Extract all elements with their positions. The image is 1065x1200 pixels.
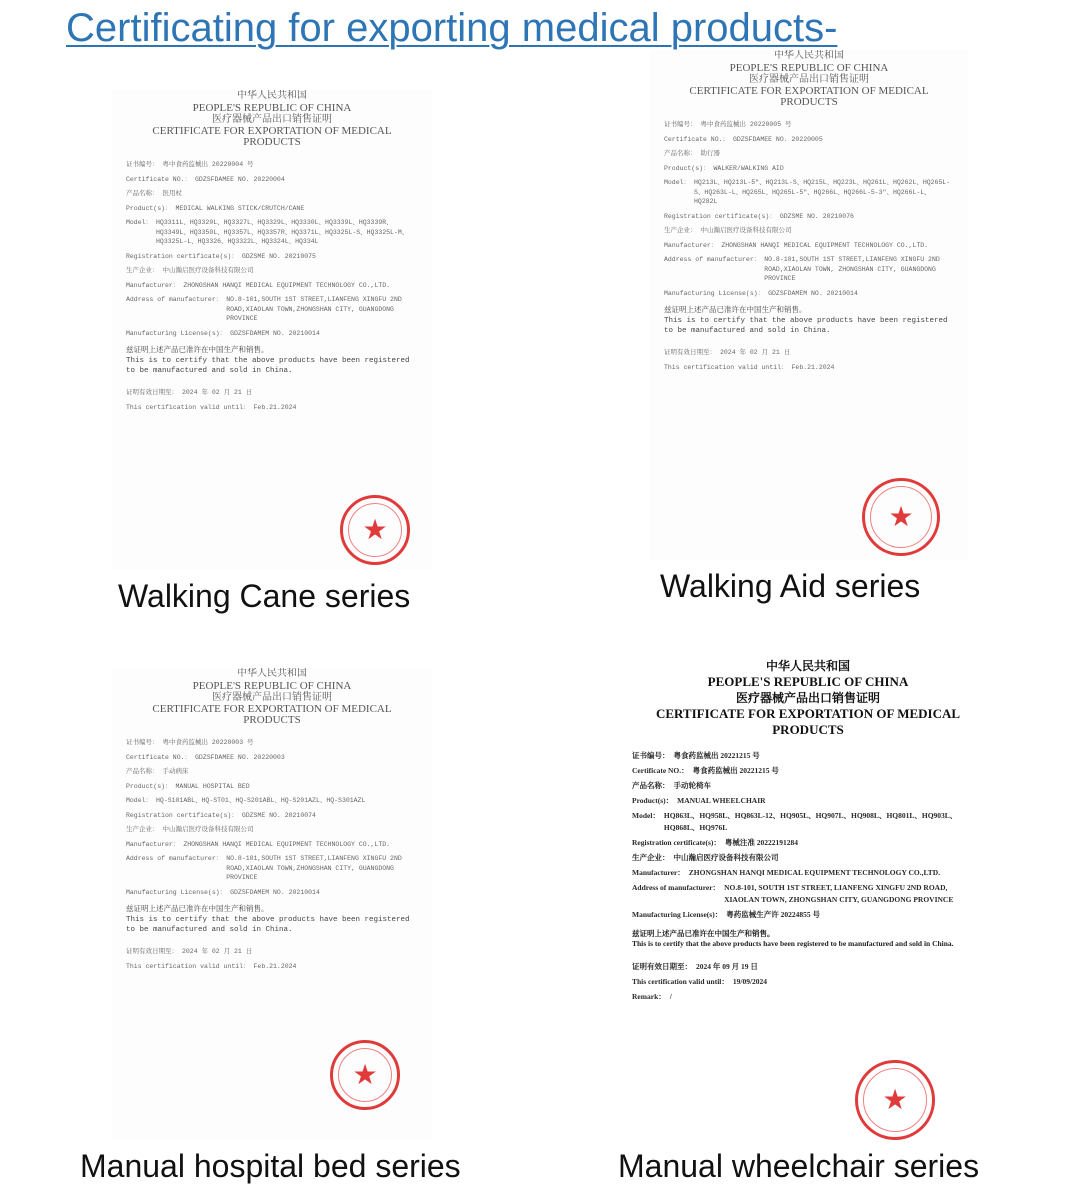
field-value: GDZSFDAMEM NO. 20210014 xyxy=(768,289,858,297)
field-value: ZHONGSHAN HANQI MEDICAL EQUIPMENT TECHNOLOGY CO.,LTD. xyxy=(183,840,391,848)
field-value: NO.8-101,SOUTH 1ST STREET,LIANFENG XINGFU 2ND ROAD,XIAOLAN TOWN,ZHONGSHAN CITY, GUANGDONG PROVINCE xyxy=(226,296,402,322)
official-seal-icon xyxy=(862,478,940,556)
field-label: 证明有效日期至： xyxy=(126,948,178,955)
field-label: Address of manufacturer： xyxy=(664,256,761,263)
seal-ring xyxy=(348,503,402,557)
field-label: 证明有效日期至： xyxy=(126,389,178,396)
field-value: 中山瀚启医疗设备科技有限公司 xyxy=(673,853,779,862)
seal-star-icon: ★ xyxy=(882,1084,908,1115)
field-value: NO.8-101, SOUTH 1ST STREET, LIANFENG XINGFU 2ND ROAD, XIAOLAN TOWN, ZHONGSHAN CITY, GUANGDONG PROVINCE xyxy=(724,883,954,904)
field-value: 医用杖 xyxy=(162,190,182,197)
field-value: NO.8-101,SOUTH 1ST STREET,LIANFENG XINGFU 2ND ROAD,XIAOLAN TOWN,ZHONGSHAN CITY, GUANGDONG PROVINCE xyxy=(226,855,402,881)
certificate-field xyxy=(632,961,984,973)
header-line: PEOPLE'S REPUBLIC OF CHINA xyxy=(192,680,352,692)
certificate-field xyxy=(632,909,984,921)
certificate-field xyxy=(664,212,954,222)
field-label: Certificate NO.： xyxy=(126,175,192,183)
certificate-field xyxy=(126,175,418,185)
field-value: GDZSME NO. 20210075 xyxy=(241,252,316,260)
certificate-body xyxy=(618,750,998,1003)
header-line: 医疗器械产品出口销售证明 xyxy=(212,692,332,703)
certificate-field xyxy=(126,767,418,777)
field-label: 产品名称： xyxy=(632,781,670,790)
certificate-field xyxy=(126,160,418,170)
field-label: Manufacturing License(s)： xyxy=(632,910,723,919)
field-value: 粤药监械生产许 20224855 号 xyxy=(726,910,820,919)
field-value: WALKER/WALKING AID xyxy=(713,164,784,172)
field-value: Feb.21.2024 xyxy=(253,962,297,970)
field-label: Manufacturer： xyxy=(126,281,180,289)
certificate-field xyxy=(632,765,984,777)
certificate-caption: Walking Cane series xyxy=(118,578,411,614)
field-label: Model： xyxy=(664,179,691,186)
certificate-caption: Walking Aid series xyxy=(660,568,921,604)
field-label: 生产企业： xyxy=(126,826,159,833)
certificate-body xyxy=(112,738,432,971)
certification-statement xyxy=(632,929,984,949)
header-line: PRODUCTS xyxy=(780,96,838,108)
field-value: / xyxy=(669,992,672,1001)
certificate-field xyxy=(632,867,984,879)
field-value: MANUAL HOSPITAL BED xyxy=(175,782,250,790)
certificate-field xyxy=(126,840,418,850)
certificate-field xyxy=(632,750,984,762)
certificate-body xyxy=(112,160,432,412)
header-line: PEOPLE'S REPUBLIC OF CHINA xyxy=(192,102,352,114)
seal-ring xyxy=(338,1048,392,1102)
statement-en: This is to certify that the above products have been registered to be manufactured and sold in China. xyxy=(126,916,410,934)
official-seal-icon xyxy=(340,495,410,565)
certification-statement xyxy=(126,346,418,376)
certificate-field xyxy=(664,348,954,358)
field-label: 生产企业： xyxy=(126,267,159,274)
statement-en: This is to certify that the above products have been registered to be manufactured and sold in China. xyxy=(664,317,948,335)
header-line: CERTIFICATE FOR EXPORTATION OF MEDICAL xyxy=(152,125,392,137)
statement-en: This is to certify that the above products have been registered to be manufactured and sold in China. xyxy=(632,939,954,948)
field-label: Address of manufacturer： xyxy=(126,296,223,303)
certificate-field xyxy=(126,204,418,214)
certificate-field xyxy=(632,795,984,807)
certificate-caption: Manual hospital bed series xyxy=(80,1148,461,1184)
field-label: 生产企业： xyxy=(632,853,670,862)
official-seal-icon xyxy=(855,1060,935,1140)
certificate-field xyxy=(632,780,984,792)
field-label: Address of manufacturer： xyxy=(632,883,721,892)
certificate-field xyxy=(664,289,954,299)
header-line: PEOPLE'S REPUBLIC OF CHINA xyxy=(707,674,909,689)
certificate-header xyxy=(650,50,968,108)
certificate-field xyxy=(126,825,418,835)
field-label: This certification valid until： xyxy=(126,403,250,411)
field-value: HQ-S101ABL、HQ-ST01、HQ-S201ABL、HQ-S201AZL、HQ-S301AZL xyxy=(156,797,366,804)
certificate-field xyxy=(632,837,984,849)
seal-star-icon: ★ xyxy=(352,1059,378,1090)
field-label: Registration certificate(s)： xyxy=(126,811,238,819)
field-label: Certificate NO.： xyxy=(632,766,689,775)
field-label: Model： xyxy=(126,219,153,226)
certificate-field xyxy=(126,388,418,398)
field-label: Certificate NO.： xyxy=(664,135,730,143)
field-value: 2024 年 09 月 19 日 xyxy=(696,962,758,971)
header-line: PRODUCTS xyxy=(243,714,301,726)
certificate-field xyxy=(664,120,954,130)
header-line: PEOPLE'S REPUBLIC OF CHINA xyxy=(729,62,889,74)
field-label: 证书编号： xyxy=(126,161,159,168)
certificate-field xyxy=(664,178,954,207)
seal-star-icon: ★ xyxy=(888,501,914,532)
field-label: Registration certificate(s)： xyxy=(632,838,721,847)
field-label: Registration certificate(s)： xyxy=(126,252,238,260)
certificate-header xyxy=(112,90,432,148)
certificate-field xyxy=(126,782,418,792)
header-line: 中华人民共和国 xyxy=(237,668,307,679)
header-line: PRODUCTS xyxy=(772,722,844,737)
field-value: HQ213L、HQ213L-5"、HQ213L-S、HQ215L、HQ223L、HQ261L、HQ262L、HQ265L-S、HQ263L-L、HQ265L、HQ265L-5"、HQ266L、HQ266L-5-3"、HQ266L-L、HQ282L xyxy=(694,179,951,205)
field-value: GDZSFDAMEE NO. 20220003 xyxy=(195,753,285,761)
certificate-field xyxy=(632,810,984,834)
certificate-field xyxy=(126,811,418,821)
field-value: HQ3311L、HQ3320L、HQ3327L、HQ3329L、HQ3330L、HQ3339L、HQ3339R、HQ3349L、HQ3350L、HQ3357L、HQ3357R、HQ3371L、HQ3325L-S、HQ3325L-M、HQ3325L-L、HQ3326、HQ3322L、HQ3324L、HQ334L xyxy=(156,219,409,245)
certificate-field xyxy=(126,189,418,199)
certification-statement xyxy=(664,306,954,336)
certificate-field xyxy=(664,135,954,145)
field-value: 中山瀚启医疗设备科技有限公司 xyxy=(162,267,254,274)
certificate-field xyxy=(632,852,984,864)
certificate-header xyxy=(112,668,432,726)
field-label: 证明有效日期至： xyxy=(664,349,716,356)
certificate-field xyxy=(126,947,418,957)
field-value: 2024 年 02 月 21 日 xyxy=(182,389,253,396)
field-label: Manufacturer： xyxy=(632,868,685,877)
field-value: 粤中食药监械出 20220004 号 xyxy=(162,161,254,168)
field-value: HQ863L、HQ958L、HQ863L-12、HQ905L、HQ907L、HQ908L、HQ801L、HQ903L、HQ868L、HQ976L xyxy=(663,811,958,832)
seal-star-icon: ★ xyxy=(362,514,388,545)
field-label: 产品名称： xyxy=(126,768,159,775)
certificate-field xyxy=(126,295,418,324)
field-value: NO.8-101,SOUTH 1ST STREET,LIANFENG XINGFU 2ND ROAD,XIAOLAN TOWN, ZHONGSHAN CITY, GUANGDONG PROVINCE xyxy=(764,256,940,282)
field-value: GDZSFDAMEE NO. 20220005 xyxy=(733,135,823,143)
field-label: Manufacturing License(s)： xyxy=(126,329,227,337)
field-label: 产品名称： xyxy=(664,150,697,157)
certificate-field xyxy=(126,888,418,898)
header-line: 中华人民共和国 xyxy=(765,659,850,673)
field-value: Feb.21.2024 xyxy=(253,403,297,411)
field-label: 生产企业： xyxy=(664,227,697,234)
certificate-field xyxy=(126,738,418,748)
certificate-field xyxy=(664,255,954,284)
certification-statement xyxy=(126,905,418,935)
field-label: This certification valid until： xyxy=(664,363,788,371)
official-seal-icon xyxy=(330,1040,400,1110)
seal-ring xyxy=(870,486,932,548)
header-line: CERTIFICATE FOR EXPORTATION OF MEDICAL xyxy=(689,85,929,97)
header-line: 中华人民共和国 xyxy=(774,50,844,61)
field-value: 粤中食药监械出 20220005 号 xyxy=(700,121,792,128)
certificate-field xyxy=(632,976,984,988)
field-label: 证明有效日期至： xyxy=(632,962,692,971)
header-line: 医疗器械产品出口销售证明 xyxy=(749,74,869,85)
field-label: Manufacturing License(s)： xyxy=(126,888,227,896)
statement-zh: 兹证明上述产品已准许在中国生产和销售。 xyxy=(664,307,807,315)
field-label: 证书编号： xyxy=(632,751,670,760)
certificate-field xyxy=(664,363,954,373)
field-label: Product(s)： xyxy=(126,782,172,790)
field-value: 中山瀚启医疗设备科技有限公司 xyxy=(700,227,792,234)
field-value: GDZSME NO. 20210076 xyxy=(779,212,854,220)
statement-zh: 兹证明上述产品已准许在中国生产和销售。 xyxy=(632,929,775,938)
header-line: 医疗器械产品出口销售证明 xyxy=(212,114,332,125)
field-label: This certification valid until： xyxy=(126,962,250,970)
statement-zh: 兹证明上述产品已准许在中国生产和销售。 xyxy=(126,906,269,914)
certificate-field xyxy=(664,226,954,236)
certificate-field xyxy=(126,252,418,262)
field-value: ZHONGSHAN HANQI MEDICAL EQUIPMENT TECHNOLOGY CO.,LTD. xyxy=(721,241,929,249)
field-label: Remark： xyxy=(632,992,666,1001)
statement-en: This is to certify that the above products have been registered to be manufactured and sold in China. xyxy=(126,357,410,375)
field-value: 2024 年 02 月 21 日 xyxy=(182,948,253,955)
field-value: MANUAL WHEELCHAIR xyxy=(677,796,766,805)
certificate-field xyxy=(632,991,984,1003)
header-line: PRODUCTS xyxy=(243,136,301,148)
field-label: 证书编号： xyxy=(664,121,697,128)
header-line: CERTIFICATE FOR EXPORTATION OF MEDICAL xyxy=(152,703,392,715)
field-value: 粤械注准 20222191284 xyxy=(724,838,799,847)
certificate-field xyxy=(126,218,418,247)
certificate-field xyxy=(126,281,418,291)
field-label: 产品名称： xyxy=(126,190,159,197)
field-value: 助行器 xyxy=(700,150,720,157)
field-label: Certificate NO.： xyxy=(126,753,192,761)
certificate-field xyxy=(664,149,954,159)
field-value: GDZSFDAMEM NO. 20210014 xyxy=(230,329,320,337)
field-label: Manufacturing License(s)： xyxy=(664,289,765,297)
field-label: Product(s)： xyxy=(664,164,710,172)
field-value: GDZSFDAMEE NO. 20220004 xyxy=(195,175,285,183)
field-value: 19/09/2024 xyxy=(732,977,768,986)
field-label: Model： xyxy=(126,797,153,804)
field-label: Registration certificate(s)： xyxy=(664,212,776,220)
header-line: 中华人民共和国 xyxy=(237,90,307,101)
field-label: Manufacturer： xyxy=(664,241,718,249)
certificate-field xyxy=(664,241,954,251)
certificate-header xyxy=(618,658,998,738)
certificate-field xyxy=(126,266,418,276)
field-label: Product(s)： xyxy=(126,204,172,212)
field-value: ZHONGSHAN HANQI MEDICAL EQUIPMENT TECHNOLOGY CO.,LTD. xyxy=(688,868,941,877)
field-value: GDZSME NO. 20210074 xyxy=(241,811,316,819)
header-line: CERTIFICATE FOR EXPORTATION OF MEDICAL xyxy=(655,706,961,721)
field-label: This certification valid until： xyxy=(632,977,729,986)
field-label: 证书编号： xyxy=(126,739,159,746)
seal-ring xyxy=(863,1068,927,1132)
certificate-body xyxy=(650,120,968,372)
field-value: 手动轮椅车 xyxy=(673,781,711,790)
certificate-field xyxy=(126,753,418,763)
field-label: Address of manufacturer： xyxy=(126,855,223,862)
field-value: GDZSFDAMEM NO. 20210014 xyxy=(230,888,320,896)
field-value: Feb.21.2024 xyxy=(791,363,835,371)
certificate-image xyxy=(618,658,998,1140)
field-value: 粤食药监械出 20221215 号 xyxy=(692,766,779,775)
field-value: ZHONGSHAN HANQI MEDICAL EQUIPMENT TECHNOLOGY CO.,LTD. xyxy=(183,281,391,289)
field-label: Manufacturer： xyxy=(126,840,180,848)
certificate-caption: Manual wheelchair series xyxy=(618,1148,980,1184)
field-value: 手动病床 xyxy=(162,768,189,775)
certificate-field xyxy=(632,882,984,906)
field-value: 2024 年 02 月 21 日 xyxy=(720,349,791,356)
field-label: Model： xyxy=(632,811,660,820)
field-value: 中山瀚启医疗设备科技有限公司 xyxy=(162,826,254,833)
field-value: 粤中食药监械出 20220003 号 xyxy=(162,739,254,746)
certificate-field xyxy=(126,403,418,413)
certificate-field xyxy=(126,962,418,972)
certificate-field xyxy=(126,329,418,339)
certificate-field xyxy=(126,796,418,806)
header-line: 医疗器械产品出口销售证明 xyxy=(735,691,880,705)
field-label: Product(s)： xyxy=(632,796,674,805)
certificate-field xyxy=(664,164,954,174)
certificate-field xyxy=(126,854,418,883)
field-value: 粤食药监械出 20221215 号 xyxy=(673,751,760,760)
field-value: MEDICAL WALKING STICK/CRUTCH/CANE xyxy=(175,204,305,212)
statement-zh: 兹证明上述产品已准许在中国生产和销售。 xyxy=(126,347,269,355)
page-title: Certificating for exporting medical products- xyxy=(66,6,838,50)
